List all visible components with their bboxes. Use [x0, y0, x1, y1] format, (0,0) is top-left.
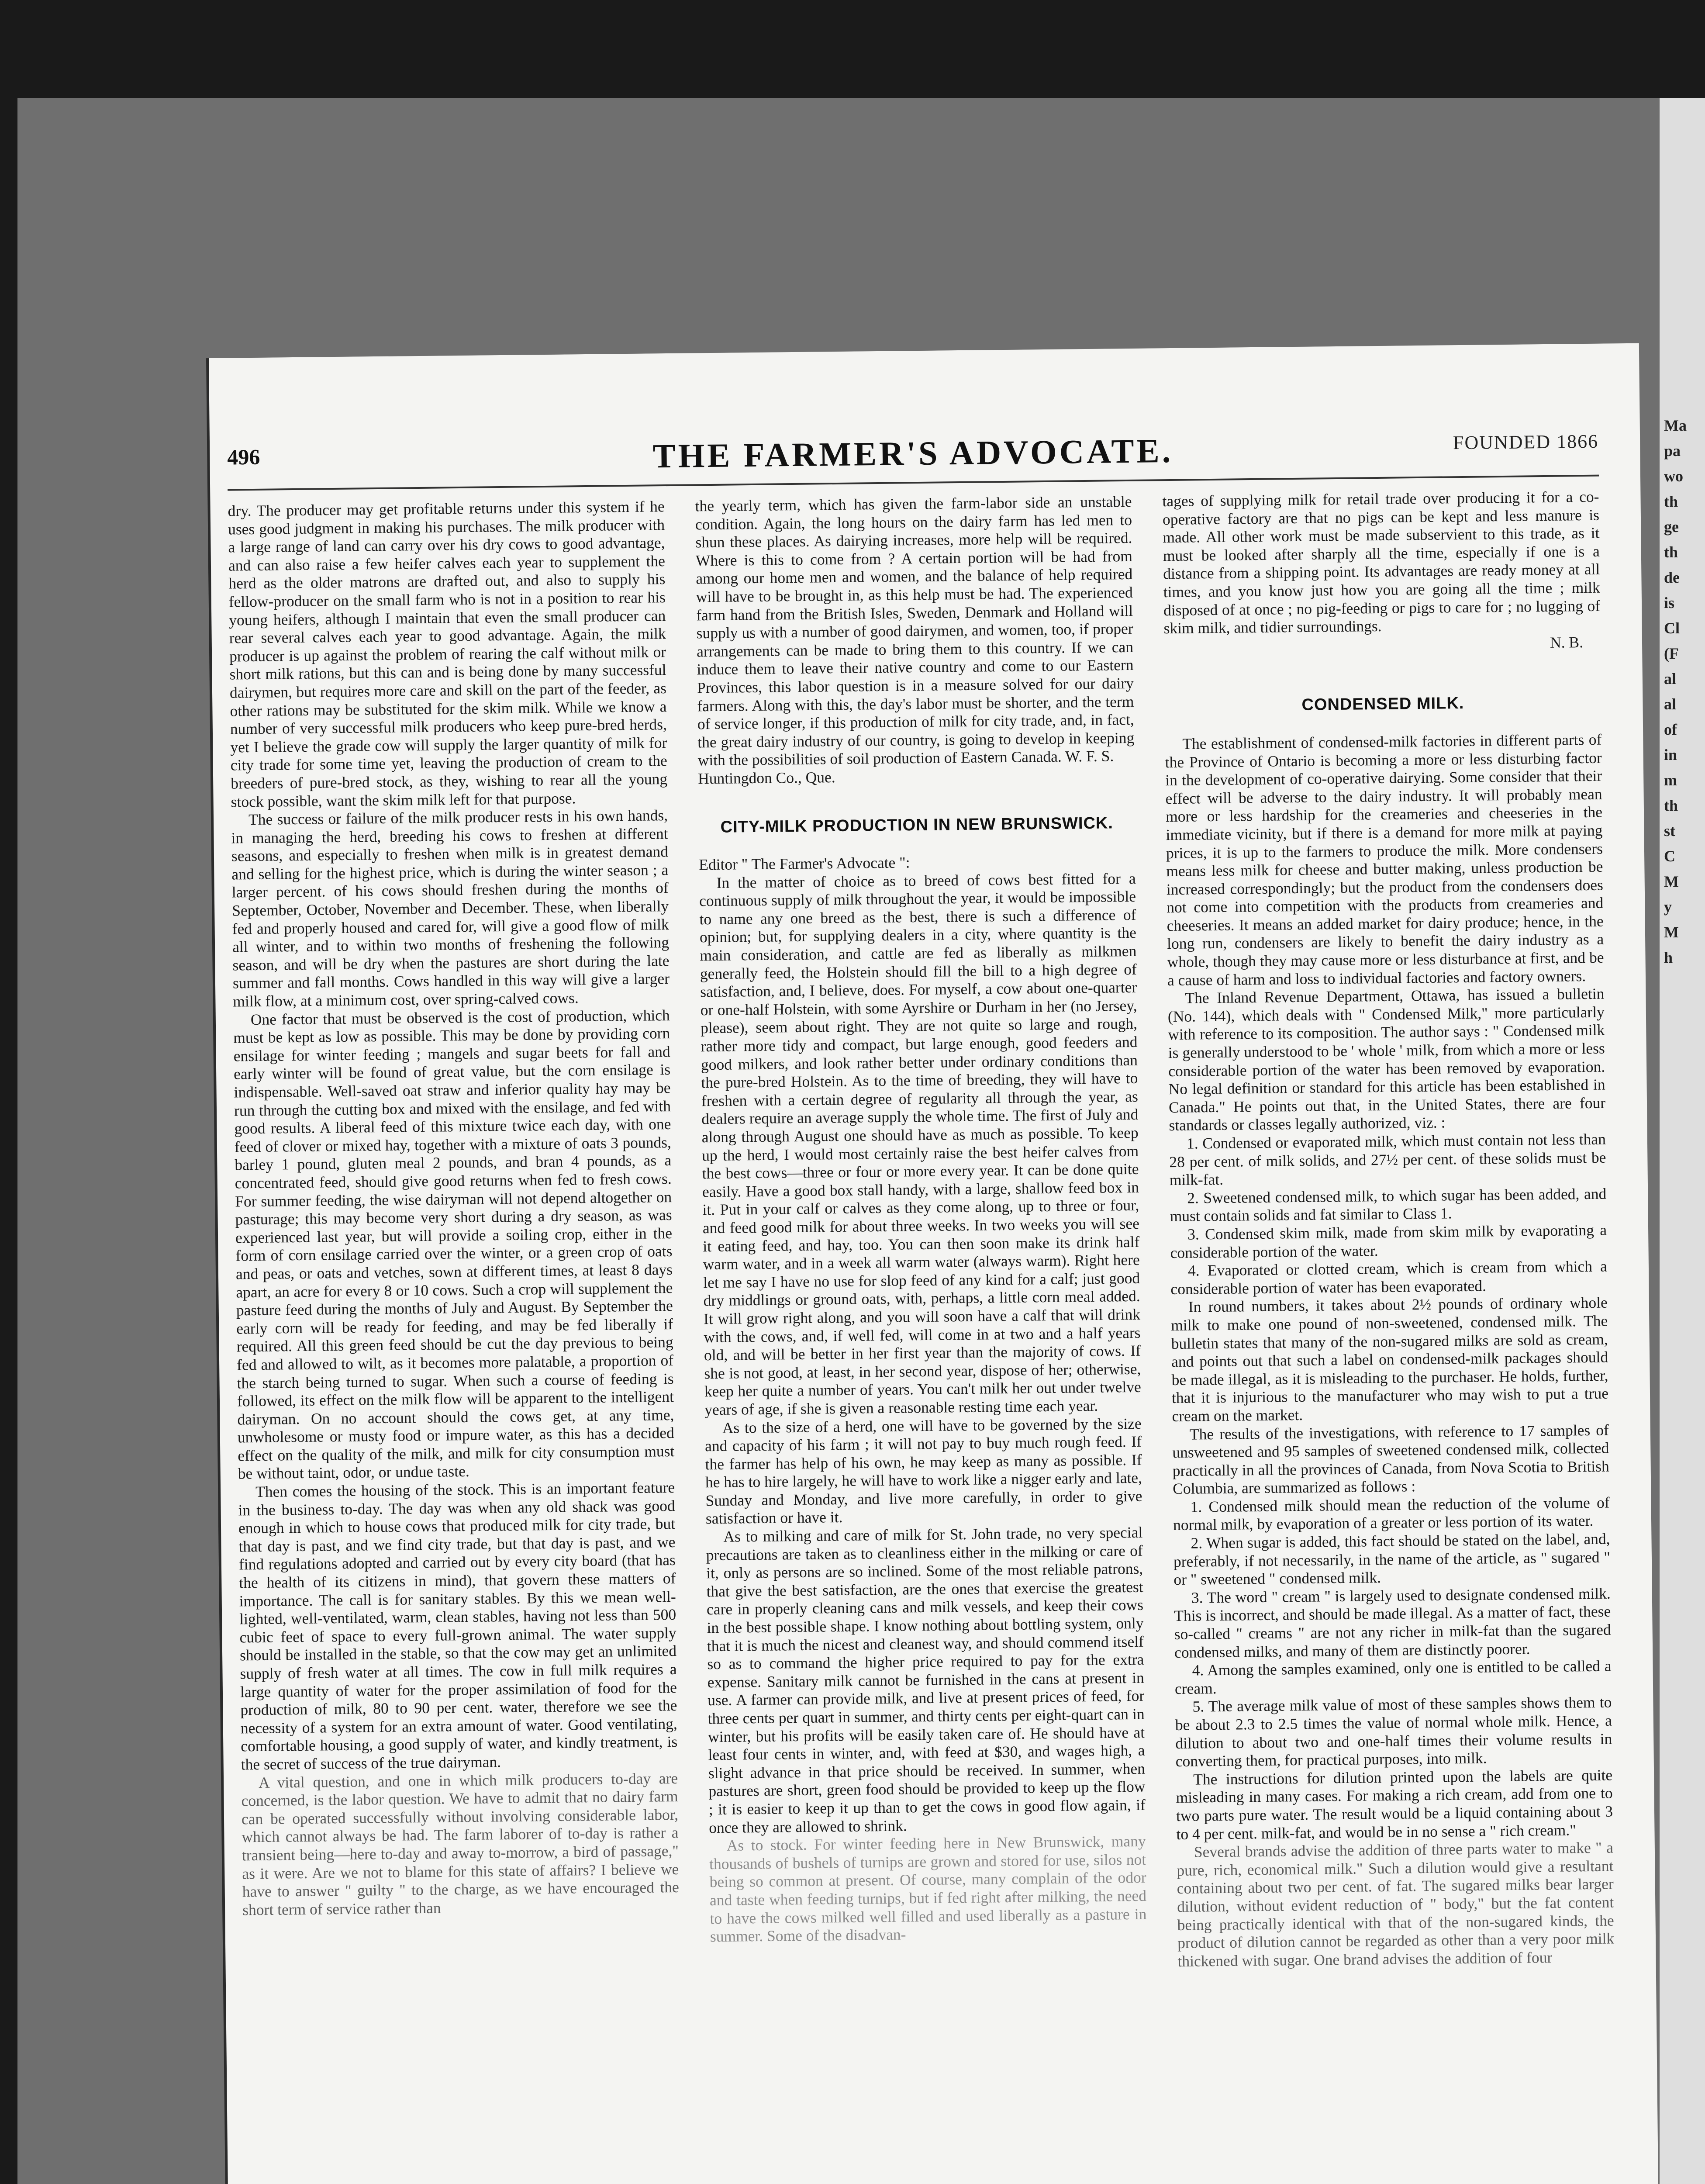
article-paragraph: In round numbers, it takes about 2½ pounds of ordinary whole milk to make one pound of non-sweetened, condensed milk. The bulletin states that many of the non-sugared milks are sold as cream, and points out that such a label on condensed-milk packages should be made illegal, as it is misleading to the purchaser. He holds, further, that it is injurious to the manufacturer who may wish to put a true cream on the market. [1171, 1293, 1609, 1425]
article-paragraph: 2. When sugar is added, this fact should be stated on the label, and, preferably, if not necessarily, in the name of the article, as " sugared " or " sweetened " condensed milk. [1173, 1530, 1611, 1589]
page-number: 496 [227, 444, 260, 470]
article-paragraph: N. B. [1550, 633, 1584, 651]
masthead-title: THE FARMER'S ADVOCATE. [652, 431, 1173, 475]
founded-label: FOUNDED 1866 [1453, 430, 1599, 454]
article-paragraph: 3. The word " cream " is largely used to designate condensed milk. This is incorrect, and should be made illegal. As a matter of fact, these so-called " creams " are not any richer in milk-fat than the sugared condensed milks, and many of them are distinctly poorer. [1174, 1584, 1611, 1661]
article-paragraph: The Inland Revenue Department, Ottawa, has issued a bulletin (No. 144), which deals with " Condensed Milk," more particularly with reference to its composition. The author says : " Condensed milk is generally understood to be ' whole ' milk, from which a more or less considerable portion of the water has been removed by evaporation. No legal definition or standard for this article has been established in Canada." He points out that, in the United States, there are four standards or classes legally authorized, viz. : [1167, 985, 1606, 1134]
article-paragraph: Several brands advise the addition of three parts water to make " a pure, rich, economical milk." Such a dilution would give a resultant containing about two per cent. of fat. The sugared milks bear larger dilution, without evident reduction of " body," but the fat content being practically identical with that of the non-sugared kinds, the product of dilution cannot be regarded as other than a very poor milk thickened with sugar. One brand advises the addition of four [1177, 1838, 1615, 1970]
article-heading: CITY-MILK PRODUCTION IN NEW BRUNSWICK. [720, 813, 1114, 836]
article-paragraph: the yearly term, which has given the farm-labor side an unstable condition. Again, the long hours on the dairy farm has led men to shun these places. As dairying increases, more help will be required. Where is this to come from ? A certain portion will be had from among our home men and women, and the balance of help required will have to be brought in, as this help must be had. The experienced farm hand from the British Isles, Sweden, Denmark and Holland will supply us with a number of good dairymen, and women, too, if proper arrangements can be made to bring them to this country. If we can induce them to leave their native country and come to our Eastern Provinces, this labor question is in a measure solved for our dairy farmers. Along with this, the day's labor must be shorter, and the term of service longer, if this production of milk for city trade, and, in fact, the great dairy industry of our country, is going to develop in keeping with the possibilities of soil production of Eastern Canada. W. F. S. [695, 492, 1135, 769]
adjacent-page-edge [1660, 98, 1705, 2184]
article-paragraph: The results of the investigations, with reference to 17 samples of unsweetened and 95 samples of sweetened condensed milk, collected practically in all the provinces of Canada, from Nova Scotia to British Columbia, are summarized as follows : [1172, 1421, 1609, 1498]
column-2 [695, 493, 1154, 2184]
article-paragraph: Editor " The Farmer's Advocate ": [698, 854, 910, 874]
article-paragraph: The establishment of condensed-milk factories in different parts of the Province of Ontario is becoming a more or less disturbing factor in the development of co-operative dairying. Some consider that their effect will be adverse to the dairy industry. It will probably mean more or less hardship for the creameries and cheeseries in the immediate vicinity, but if there is a demand for more milk at paying prices, it is up to the farmers to produce the milk. More condensers means less milk for cheese and butter making, unless production be increased correspondingly; but the product from the condensers does not come into competition with the products from creameries and cheeseries. It means an added market for dairy produce; hence, in the long run, condensers are likely to benefit the dairy industry as a whole, though they may cause more or less disturbance at first, and be a cause of harm and loss to individual factories and factory owners. [1165, 730, 1604, 989]
column-3 [1162, 488, 1621, 2184]
newspaper-page [209, 343, 1663, 2184]
adjacent-page-text: Ma pa wo th ge th de is Cl (F al al of in m th st C M y M h [1664, 417, 1687, 966]
article-paragraph: The success or failure of the milk producer rests in his own hands, in managing the herd, breeding his cows to freshen at different seasons, and especially to freshen when milk is in greatest demand and selling for the highest price, which is during the winter season ; a larger percent. of his cows should freshen during the months of September, October, November and December. These, when liberally fed and properly housed and cared for, will give a good flow of milk all winter, and to within two months of freshening the following season, and will be dry when the pastures are short during the late summer and fall months. Cows handled in this way will give a larger milk flow, at a minimum cost, over spring-calved cows. [231, 806, 670, 1010]
article-paragraph: 5. The average milk value of most of these samples shows them to be about 2.3 to 2.5 times the value of normal whole milk. Hence, a dilution to about two and one-half times their volume results in converting them, for practical purposes, into milk. [1175, 1693, 1612, 1770]
article-paragraph: Then comes the housing of the stock. This is an important feature in the business to-day. The day was when any old shack was good enough in which to house cows that produced milk for city trade, but that day is past, and we find city trade, but that day is past, and we find regulations adopted and carried out by every city board (that has the health of its citizens in mind), that govern these matters of importance. The call is for sanitary stables. By this we mean well-lighted, well-ventilated, warm, clean stables, having not less than 500 cubic feet of space to every full-grown animal. The water supply should be installed in the stable, so that the cow may get an unlimited supply of fresh water at all times. The cow in full milk requires a large quantity of water for the proper assimilation of food for the production of milk, 80 to 90 per cent. water, therefore we see the necessity of a system for an extra amount of water. Good ventilating, comfortable housing, a good supply of water, and kindly treatment, is the secret of success of the true dairyman. [238, 1479, 678, 1773]
article-paragraph: dry. The producer may get profitable returns under this system if he uses good judgment in making his purchases. The milk producer with a large range of land can carry over his dry cows to good advantage, and can also raise a few heifer calves each year to supplement the herd as the older matrons are drafted out, and also to supply his fellow-producer on the small farm who is not in a position to rear his young heifers, although I maintain that even the small producer can rear several calves each year to good advantage. Again, the milk producer is up against the problem of rearing the calf without milk or short milk rations, but this can and is being done by many successful dairymen, but requires more care and skill on the part of the feeder, as other rations may be substituted for the skim milk. While we know a number of very successful milk producers who keep pure-bred herds, yet I believe the grade cow will supply the larger quantity of milk for city trade for some time yet, leaving the production of cream to the breeders of pure-bred stock, as they, wishing to rear all the young stock possible, want the skim milk left for that purpose. [228, 498, 668, 811]
article-paragraph: 1. Condensed milk should mean the reduction of the volume of normal milk, by evaporation of a greater or less portion of its water. [1173, 1493, 1610, 1534]
article-paragraph: 3. Condensed skim milk, made from skim milk by evaporating a considerable portion of the water. [1170, 1221, 1607, 1261]
article-paragraph: In the matter of choice as to breed of cows best fitted for a continuous supply of milk throughout the year, it would be impossible to name any one breed as the best, there is such a difference of opinion; but, for supplying dealers in a city, where quantity is the main consideration, and cattle are fed as liberally as milkmen generally feed, the Holstein should fill the bill to a high degree of satisfaction, and, I believe, does. For myself, a cow about one-quarter or one-half Holstein, with some Ayrshire or Durham in her (no Jersey, please), seem about right. They are not quite so large and rough, rather more tidy and compact, but large enough, good feeders and good milkers, and look rather better under ordinary conditions than the pure-bred Holstein. As to the time of breeding, they will have to freshen with a certain degree of regularity all through the year, as dealers require an average supply the whole time. The first of July and along through August one should have as much as possible. To keep up the herd, I would most certainly raise the best heifer calves from the best cows—three or four or more every year. It can be done quite easily. Have a good box stall handy, with a large, shallow feed box in it. Put in your calf or calves as they come along, up to three or four, and feed good milk for about three weeks. In two weeks you will see it eating feed, and hay, too. You can then soon make its drink half warm water, and in a week all warm water (always warm). Right here let me say I have no use for slop feed of any kind for a calf; just good dry middlings or ground oats, with, perhaps, a little corn meal added. It will grow right along, and you will soon have a calf that will drink with the cows, and, if well fed, will come in at two and a half years old, and will be better in her first year than the majority of cows. If she is not good, at least, in her second year, dispose of her; otherwise, keep her quite a number of years. You can't milk her out under twelve years of age, if she is given a reasonable resting time each year. [699, 869, 1141, 1419]
column-1 [228, 498, 687, 2184]
article-paragraph: As to stock. For winter feeding here in New Brunswick, many thousands of bushels of turnips are grown and stored for use, silos not being so common at present. Of course, many complain of the odor and taste when feeding turnips, but if fed right after milking, the need to have the cows milked well filled and used liberally as a pasture in summer. Some of the disadvan- [709, 1832, 1147, 1946]
article-paragraph: As to milking and care of milk for St. John trade, no very special precautions are taken as to cleanliness either in the milking or care of it, only as persons are so inclined. Some of the most reliable patrons, that give the best satisfaction, are the ones that exercise the greatest care in properly cleaning cans and milk vessels, and keep their cows in the best possible shape. I know nothing about bottling system, only that it is much the nicest and cleanest way, and should commend itself so as to command the higher price required to pay for the extra expense. Sanitary milk cannot be furnished in the cans at present in use. A farmer can provide milk, and live at present prices of feed, for three cents per quart in summer, and thirty cents per eight-quart can in winter, but his profits will be easily taken care of. He should have at least four cents in winter, and, with feed at $30, and wages high, a slight advance in that price should be received. In summer, when pastures are short, green food should be provided to keep up the flow ; it is easier to keep it up than to get the cows in good flow again, if once they are allowed to shrink. [706, 1523, 1146, 1836]
article-paragraph: 2. Sweetened condensed milk, to which sugar has been added, and must contain solids and fat similar to Class 1. [1170, 1185, 1607, 1225]
article-paragraph: Huntingdon Co., Que. [697, 768, 835, 788]
article-paragraph: tages of supplying milk for retail trade over producing it for a co-operative factory are that no pigs can be kept and less manure is made. All other work must be made subservient to this trade, as it must be looked after sharply all the time, especially if one is a distance from a shipping point. Its advantages are ready money at all times, and you know just how you are going all the time ; milk disposed of at once ; no pig-feeding or pigs to care for ; no lugging of skim milk, and tidier surroundings. [1162, 487, 1601, 637]
article-paragraph: As to the size of a herd, one will have to be governed by the size and capacity of his farm ; it will not pay to buy much rough feed. If the farmer has help of his own, he may keep as many as possible. If he has to hire largely, he will have to work like a nigger early and late, Sunday and Monday, and live more carefully, in order to give satisfaction or have it. [704, 1414, 1142, 1527]
article-paragraph: The instructions for dilution printed upon the labels are quite misleading in many cases. For making a rich cream, add from one to two parts pure water. The result would be a liquid containing about 3 to 4 per cent. milk-fat, and would be in no sense a " rich cream." [1176, 1766, 1613, 1843]
article-paragraph: One factor that must be observed is the cost of production, which must be kept as low as possible. This may be done by providing corn ensilage for winter feeding ; mangels and sugar beets for fall and early winter will be found of great value, but the corn ensilage is indispensable. Well-saved oat straw and inferior quality hay may be run through the cutting box and mixed with the ensilage, and fed with good results. A liberal feed of this mixture twice each day, with one feed of clover or mixed hay, together with a mixture of oats 3 pounds, barley 1 pound, gluten meal 2 pounds, and bran 4 pounds, as a concentrated feed, should give good returns when fed to fresh cows. For summer feeding, the wise dairyman will not depend altogether on pasturage; this may become very short during a dry season, as was experienced last year, but will provide a soiling crop, either in the form of corn ensilage carried over the winter, or a green crop of oats and peas, or oats and vetches, sown at different times, at least 8 days apart, an acre for every 8 or 10 cows. Such a crop will supplement the pasture feed during the months of July and August. By September the early corn will be ready for feeding, and may be fed liberally if required. All this green feed should be cut the day previous to being fed and allowed to wilt, as it becomes more palatable, a proportion of the starch being turned to sugar. When such a course of feeding is followed, its effect on the milk flow will be apparent to the intelligent dairyman. On no account should the cows get, at any time, unwholesome or musty food or impure water, as this has a decided effect on the quality of the milk, and milk for city consumption must be without taint, odor, or undue taste. [233, 1006, 675, 1482]
article-heading: CONDENSED MILK. [1301, 694, 1464, 715]
article-paragraph: 4. Among the samples examined, only one is entitled to be called a cream. [1174, 1657, 1612, 1697]
article-paragraph: 4. Evaporated or clotted cream, which is cream from which a considerable portion of water has been evaporated. [1170, 1257, 1608, 1298]
article-paragraph: 1. Condensed or evaporated milk, which must contain not less than 28 per cent. of milk solids, and 27½ per cent. of these solids must be milk-fat. [1169, 1130, 1606, 1189]
article-paragraph: A vital question, and one in which milk producers to-day are concerned, is the labor question. We have to admit that no dairy farm can be operated successfully without involving considerable labor, which cannot always be had. The farm laborer of to-day is rather a transient being—here to-day and away to-morrow, a bird of passage," as it were. Are we not to blame for this state of affairs? I believe we have to answer " guilty " to the charge, as we have encouraged the short term of service rather than [241, 1769, 679, 1919]
page-header [227, 430, 1599, 480]
